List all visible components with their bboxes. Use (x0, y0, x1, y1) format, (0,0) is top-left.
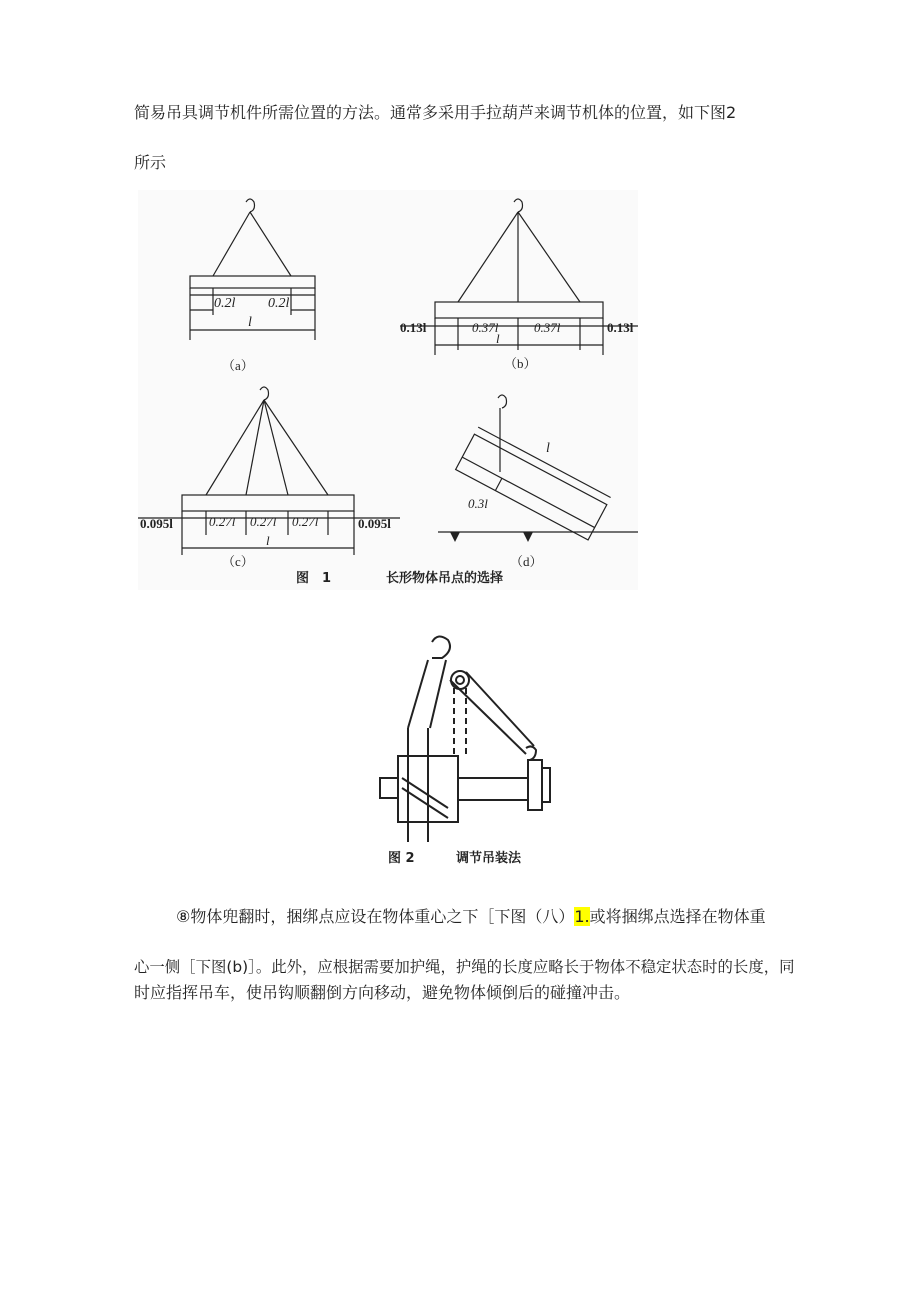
fig1b-end-left-label: 0.13l (400, 320, 427, 335)
figure-1 (138, 190, 638, 590)
fig1c-end-right-label: 0.095l (358, 516, 391, 531)
fig1a-right-label: 0.2l (268, 296, 290, 311)
fig1d-caption: （d） (510, 554, 543, 569)
para2-highlight: 1. (574, 907, 590, 926)
fig1b-end-right-label: 0.13l (607, 320, 634, 335)
fig1a-length-label: l (248, 315, 252, 330)
para2-line-3: 时应指挥吊车，使吊钩顺翻倒方向移动，避免物体倾倒后的碰撞冲击。 (134, 983, 631, 1002)
fig1-caption-text: 长形物体吊点的选择 (386, 571, 504, 586)
fig1c-caption: （c） (222, 554, 254, 569)
fig1c-seg3-label: 0.27l (292, 514, 319, 529)
fig1d-length-label: l (546, 441, 550, 456)
fig1c-length-label: l (266, 533, 270, 548)
fig1c-end-left-label: 0.095l (140, 516, 173, 531)
para2-line-2: 心一侧［下图(b)］。此外，应根据需要加护绳，护绳的长度应略长于物体不稳定状态时的长度，同 (134, 958, 795, 976)
fig1-caption-number: 图 1 (296, 571, 332, 586)
fig1b-length-label: l (496, 331, 500, 346)
para2-post: 或将捆绑点选择在物体重 (589, 907, 766, 926)
fig2-caption-number: 图 2 (388, 851, 415, 866)
para2-pre: ⑧物体兜翻时，捆绑点应设在物体重心之下［下图（八） (176, 907, 575, 926)
fig1a-caption: （a） (222, 358, 254, 373)
intro-line-1: 简易吊具调节机件所需位置的方法。通常多采用手拉葫芦来调节机体的位置，如下图2 (134, 103, 737, 122)
fig1a-left-label: 0.2l (214, 296, 236, 311)
para2-line-1 (176, 906, 766, 928)
hook-icon (432, 636, 450, 658)
fig1b-mid-right-label: 0.37l (534, 320, 561, 335)
fig1b-mid-left-label: 0.37l (472, 320, 499, 335)
figure-2 (380, 628, 580, 868)
intro-line-2: 所示 (134, 153, 167, 172)
fig1b-caption: （b） (504, 356, 537, 371)
fig1c-seg2-label: 0.27l (250, 514, 277, 529)
fig1c-seg1-label: 0.27l (209, 514, 236, 529)
fig2-caption-text: 调节吊装法 (456, 851, 522, 866)
fig1d-part-label: 0.3l (468, 496, 488, 511)
